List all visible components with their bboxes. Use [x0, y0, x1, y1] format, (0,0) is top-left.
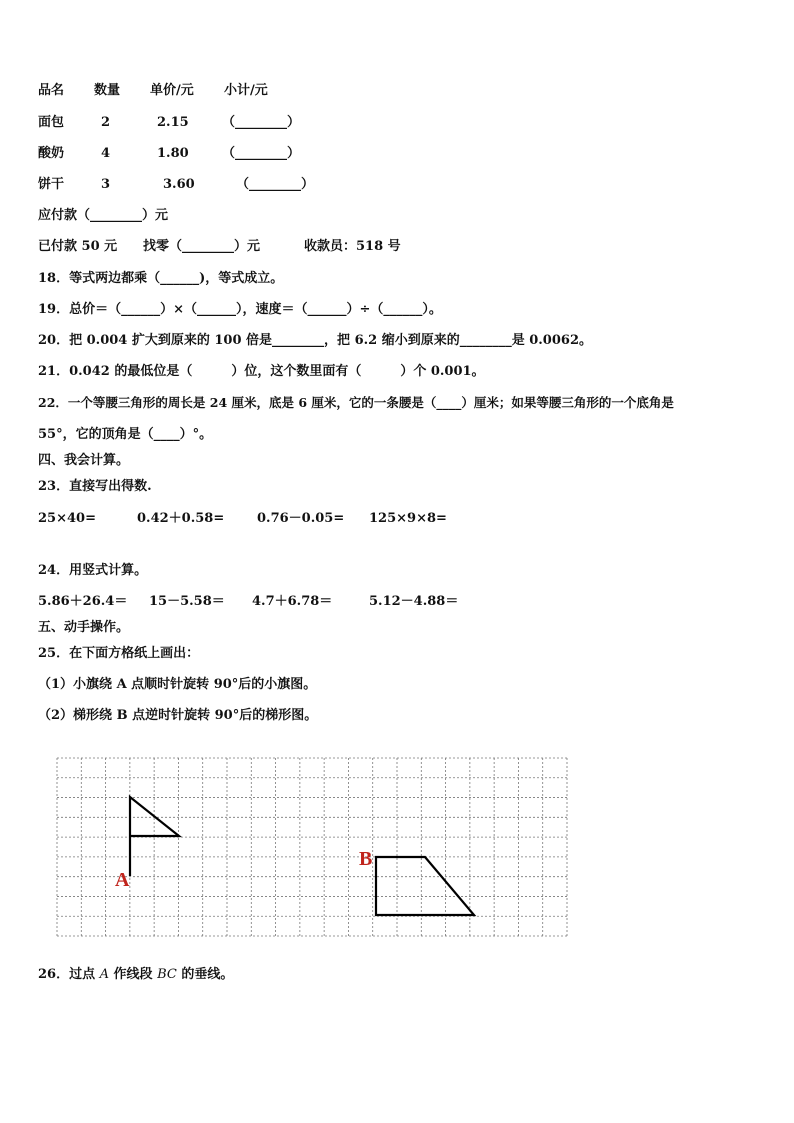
question-23-title: 23．直接写出得数. [38, 479, 152, 494]
table-cell: 酸奶 [38, 146, 65, 161]
question-25-title: 25．在下面方格纸上画出： [38, 646, 200, 661]
table-cell: 4 [101, 146, 111, 161]
calc-item: 5.86＋26.4＝ [38, 594, 128, 609]
payable-line: 应付款（________）元 [38, 208, 169, 223]
segment-bc-math: BC [157, 967, 177, 982]
section-5-heading: 五、动手操作。 [38, 620, 130, 635]
table-cell-blank: （________） [222, 146, 301, 161]
table-cell: 面包 [38, 115, 65, 130]
question-26-mid: 作线段 [109, 967, 158, 982]
question-18: 18．等式两边都乘（______)，等式成立。 [38, 271, 284, 286]
table-cell: 3 [101, 177, 111, 192]
point-a-label: A [115, 869, 130, 891]
question-24-title: 24．用竖式计算。 [38, 563, 148, 578]
question-19: 19．总价＝（______）×（______），速度＝（______）÷（______）。 [38, 302, 442, 317]
table-cell-blank: （________） [236, 177, 315, 192]
change-line: 找零（________）元 [143, 239, 261, 254]
calc-item: 25×40= [38, 511, 96, 526]
question-21: 21．0.042 的最低位是（ ）位，这个数里面有（ ）个 0.001。 [38, 364, 485, 379]
table-header-qty: 数量 [94, 83, 121, 98]
grid-lines [57, 758, 567, 936]
table-cell: 2.15 [157, 115, 189, 130]
table-cell: 2 [101, 115, 111, 130]
calc-item: 0.42＋0.58= [137, 511, 225, 526]
cashier-line: 收款员：518 号 [304, 239, 401, 254]
table-header-name: 品名 [38, 83, 65, 98]
question-22-line2: 55°，它的顶角是（____）°。 [38, 427, 213, 442]
table-cell: 饼干 [38, 177, 65, 192]
section-4-heading: 四、我会计算。 [38, 453, 130, 468]
calc-item: 5.12－4.88＝ [369, 594, 459, 609]
table-cell: 3.60 [163, 177, 195, 192]
question-26-post: 的垂线。 [176, 967, 234, 982]
table-cell-blank: （________） [222, 115, 301, 130]
question-20: 20．把 0.004 扩大到原来的 100 倍是________，把 6.2 缩小到原来的________是 0.0062。 [38, 333, 592, 348]
question-26-pre: 26．过点 [38, 967, 100, 982]
question-25-sub2: （2）梯形绕 B 点逆时针旋转 90°后的梯形图。 [38, 708, 318, 723]
calc-item: 125×9×8= [369, 511, 447, 526]
table-header-price: 单价/元 [150, 83, 194, 98]
table-cell: 1.80 [157, 146, 189, 161]
point-b-label: B [359, 848, 373, 870]
question-25-sub1: （1）小旗绕 A 点顺时针旋转 90°后的小旗图。 [38, 677, 317, 692]
table-header-subtotal: 小计/元 [224, 83, 268, 98]
question-26 [38, 966, 233, 984]
question-22-line1: 22．一个等腰三角形的周长是 24 厘米，底是 6 厘米，它的一条腰是（____）厘米；如果等腰三角形的一个底角是 [38, 395, 674, 410]
calc-item: 0.76－0.05= [257, 511, 345, 526]
calc-item: 4.7＋6.78＝ [252, 594, 333, 609]
paid-amount: 已付款 50 元 [38, 239, 118, 254]
flag-shape [130, 797, 179, 876]
trapezoid-shape [376, 857, 474, 915]
point-a-math: A [99, 967, 110, 982]
calc-item: 15－5.58＝ [149, 594, 225, 609]
